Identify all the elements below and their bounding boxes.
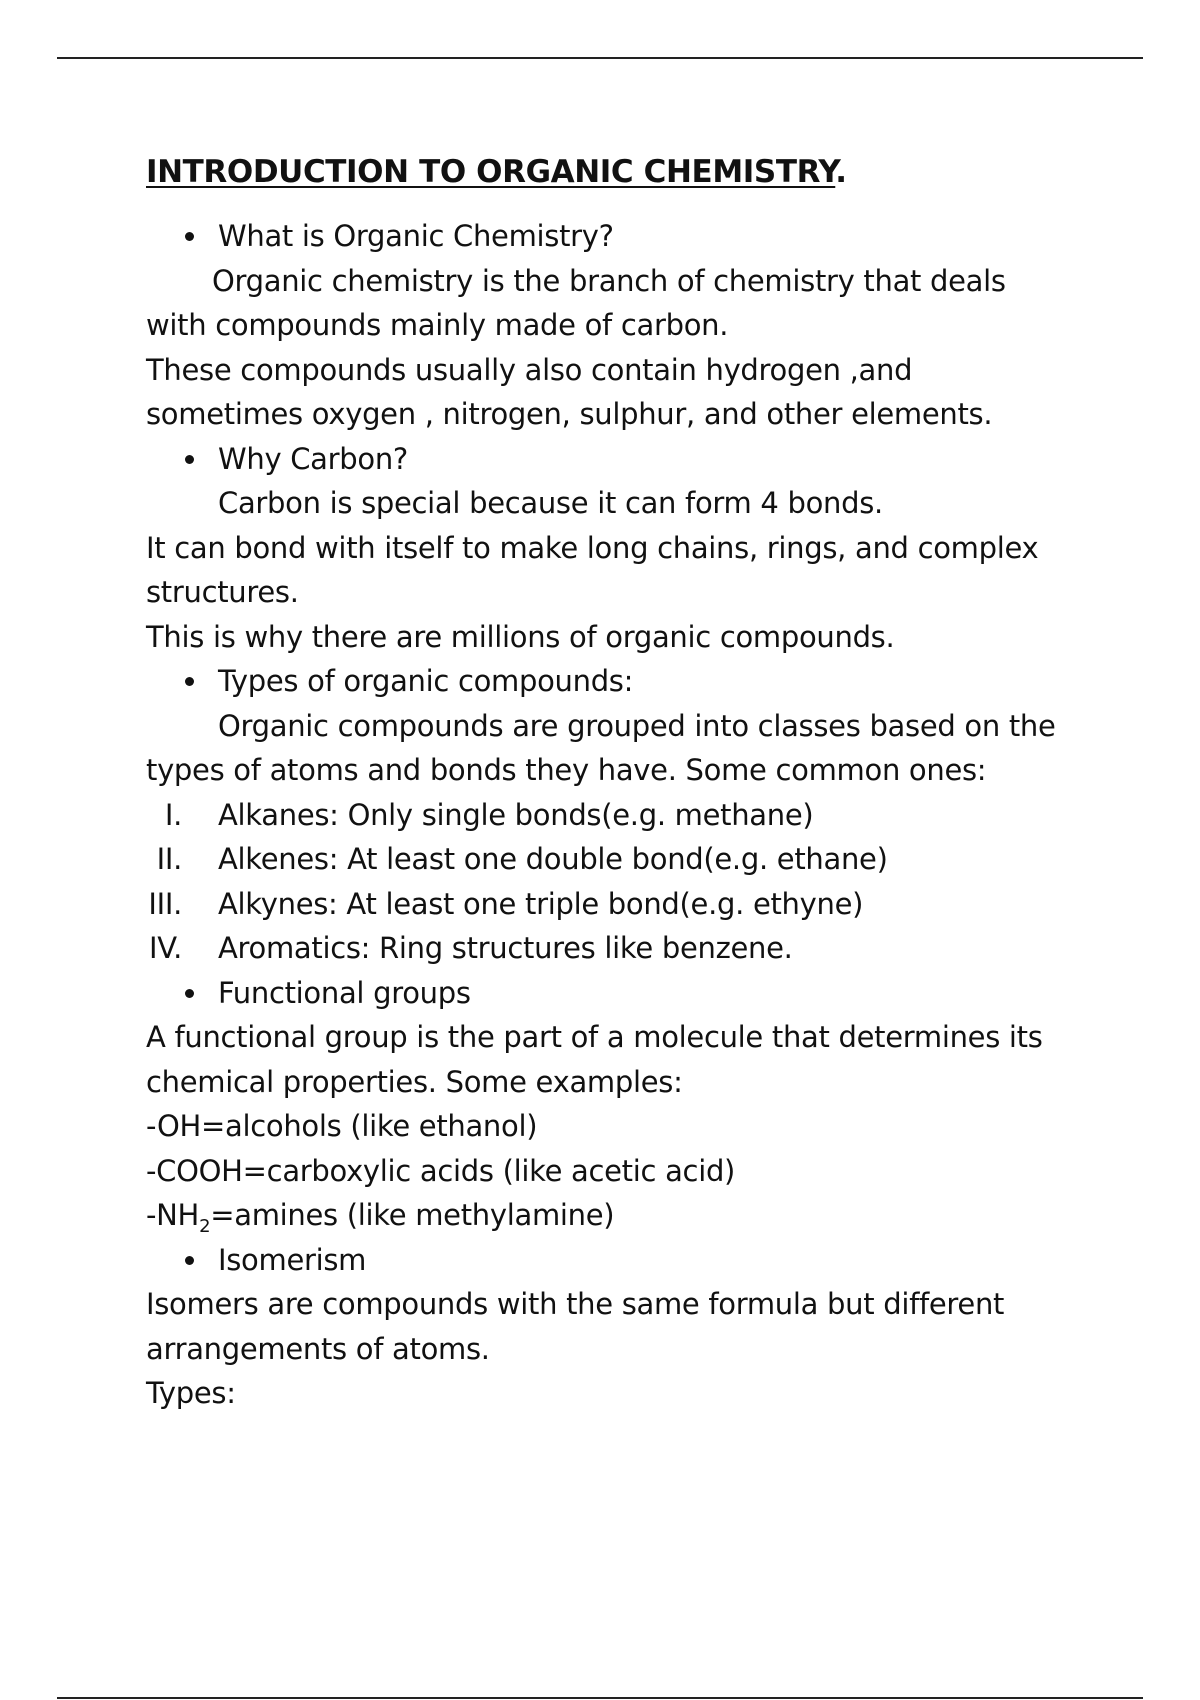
paragraph-line: structures. bbox=[146, 575, 299, 609]
bullet-types-of-organic-compounds bbox=[146, 659, 1106, 704]
bullet-what-is-organic-chemistry bbox=[146, 214, 1106, 259]
formula-prefix: -NH bbox=[146, 1198, 200, 1232]
bullet-isomerism bbox=[146, 1238, 1106, 1283]
page-title-suffix: . bbox=[835, 154, 847, 190]
paragraph-line: These compounds usually also contain hydrogen ,and bbox=[146, 352, 913, 387]
bullet-dot-icon bbox=[185, 232, 194, 241]
formula-subscript: 2 bbox=[199, 1215, 211, 1237]
paragraph-line: A functional group is the part of a molecule that determines its bbox=[146, 1020, 1043, 1054]
bullet-dot-icon bbox=[185, 989, 194, 998]
paragraph-line: sometimes oxygen , nitrogen, sulphur, and other elements. bbox=[146, 397, 993, 431]
paragraph-line: Organic compounds are grouped into classes based on the bbox=[218, 708, 1056, 743]
list-item-number: III. bbox=[148, 886, 182, 921]
paragraph-line: with compounds mainly made of carbon. bbox=[146, 308, 729, 342]
example-line-amines bbox=[146, 1193, 1106, 1238]
list-item-alkenes bbox=[146, 837, 1106, 882]
paragraph-line: It can bond with itself to make long chains, rings, and complex bbox=[146, 530, 1039, 565]
paragraph-line: Carbon is special because it can form 4 bonds. bbox=[218, 486, 883, 520]
footer-rule bbox=[57, 1697, 1143, 1699]
bullet-functional-groups bbox=[146, 971, 1106, 1016]
section-heading: Isomerism bbox=[218, 1242, 367, 1277]
list-item-number: IV. bbox=[149, 931, 182, 965]
section-heading: Why Carbon? bbox=[218, 441, 409, 476]
list-item-text: Alkanes: Only single bonds(e.g. methane) bbox=[218, 797, 814, 832]
page-title bbox=[146, 150, 1106, 194]
document-body bbox=[146, 150, 1106, 1416]
list-item-text: Aromatics: Ring structures like benzene. bbox=[218, 931, 793, 965]
section-heading: Functional groups bbox=[218, 975, 471, 1010]
paragraph-line: chemical properties. Some examples: bbox=[146, 1064, 683, 1099]
section-heading: Types of organic compounds: bbox=[218, 664, 634, 698]
header-rule bbox=[57, 57, 1143, 59]
list-item-text: Alkynes: At least one triple bond(e.g. ethyne) bbox=[218, 886, 864, 921]
paragraph-line: Organic chemistry is the branch of chemistry that deals bbox=[212, 263, 1006, 298]
paragraph-line: types of atoms and bonds they have. Some common ones: bbox=[146, 753, 987, 787]
list-item-number: I. bbox=[164, 797, 182, 832]
list-item-alkynes bbox=[146, 882, 1106, 927]
paragraph-line: This is why there are millions of organic compounds. bbox=[146, 619, 895, 654]
page-title-text: INTRODUCTION TO ORGANIC CHEMISTRY bbox=[146, 154, 836, 190]
bullet-dot-icon bbox=[185, 455, 194, 464]
paragraph-line: Types: bbox=[146, 1376, 236, 1410]
bullet-why-carbon bbox=[146, 437, 1106, 482]
bullet-dot-icon bbox=[185, 677, 194, 686]
example-line: -OH=alcohols (like ethanol) bbox=[146, 1109, 538, 1143]
example-line: -COOH=carboxylic acids (like acetic acid) bbox=[146, 1153, 736, 1188]
section-heading: What is Organic Chemistry? bbox=[218, 219, 614, 253]
paragraph-line: Isomers are compounds with the same formula but different bbox=[146, 1287, 1005, 1321]
list-item-aromatics bbox=[146, 926, 1106, 971]
formula-suffix: =amines (like methylamine) bbox=[210, 1198, 615, 1232]
bullet-dot-icon bbox=[185, 1256, 194, 1265]
list-item-alkanes bbox=[146, 793, 1106, 838]
list-item-number: II. bbox=[156, 842, 182, 876]
paragraph-line: arrangements of atoms. bbox=[146, 1331, 490, 1366]
list-item-text: Alkenes: At least one double bond(e.g. ethane) bbox=[218, 842, 888, 876]
